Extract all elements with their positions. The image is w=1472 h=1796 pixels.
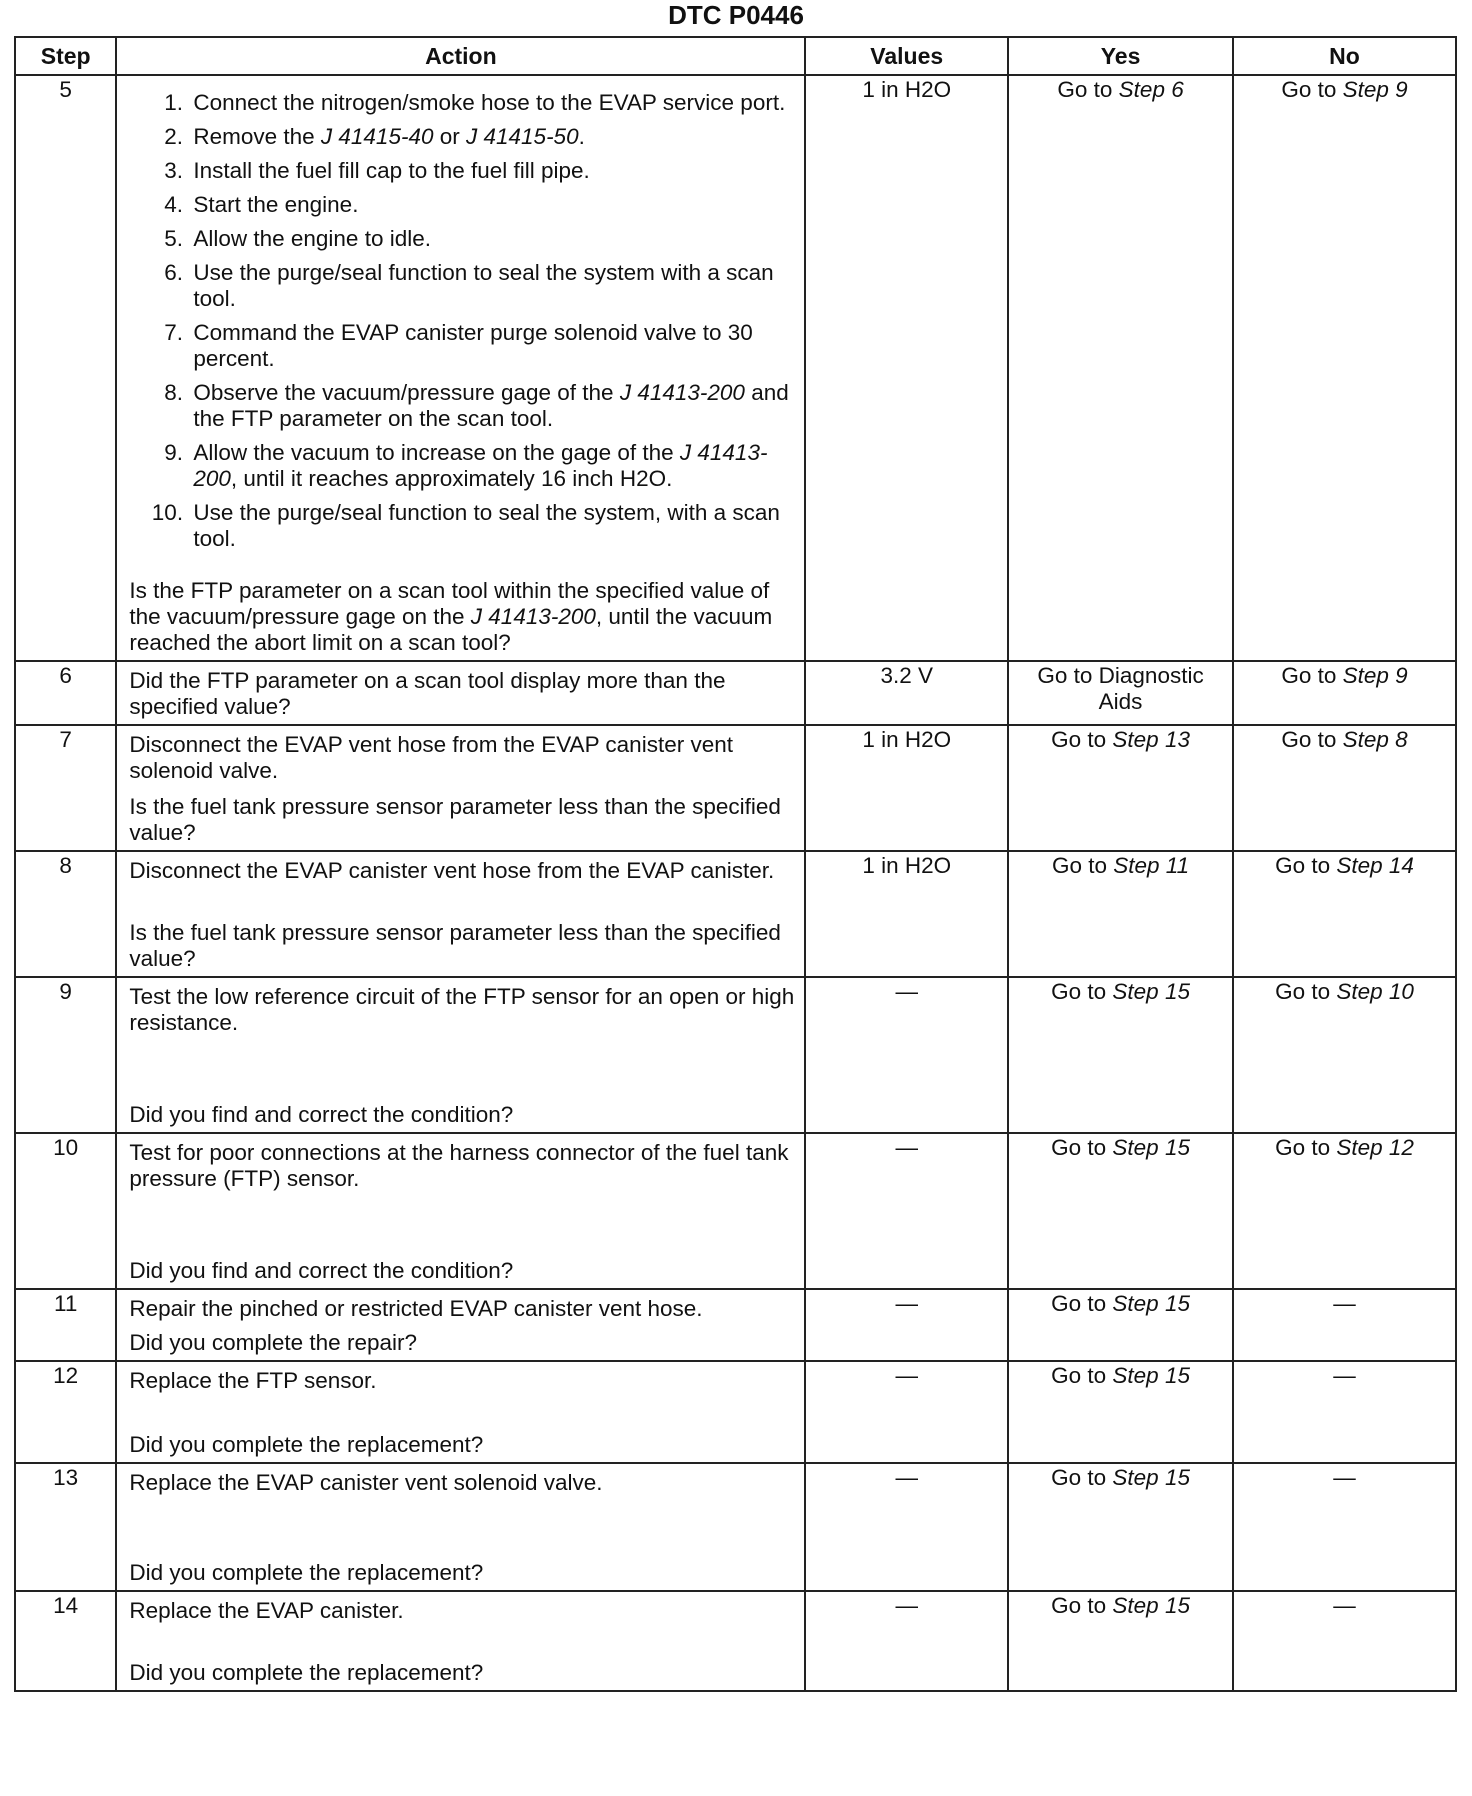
header-yes: Yes [1008,37,1233,75]
no-cell: Go to Step 10 [1233,977,1456,1133]
action-text: Test the low reference circuit of the FTP sensor for an open or high resistance. [129,984,795,1035]
step-number: 5 [15,75,116,661]
action-question: Did you find and correct the condition? [129,1258,514,1283]
no-cell: — [1233,1361,1456,1463]
table-row [15,1591,1456,1691]
action-question: Did you complete the replacement? [129,1432,484,1457]
yes-cell: Go to Step 15 [1008,1289,1233,1361]
procedure-step: 9. Allow the vacuum to increase on the gage of the J 41413-200, until it reaches approximately 16 inch H2O. [189,440,796,492]
action-text: Repair the pinched or restricted EVAP canister vent hose. [129,1296,703,1321]
action-cell [116,1289,805,1361]
header-step: Step [15,37,116,75]
action-cell [116,75,805,661]
value-cell: — [805,1463,1008,1591]
header-values: Values [805,37,1008,75]
procedure-step: 6. Use the purge/seal function to seal the system with a scan tool. [189,260,796,312]
step-number: 9 [15,977,116,1133]
table-header-row [15,37,1456,75]
step-number: 8 [15,851,116,977]
value-cell: 1 in H2O [805,75,1008,661]
action-text: Replace the EVAP canister vent solenoid valve. [129,1470,603,1495]
action-cell [116,851,805,977]
yes-cell: Go to Step 6 [1008,75,1233,661]
table-row [15,1289,1456,1361]
value-cell: — [805,1591,1008,1691]
no-cell: — [1233,1289,1456,1361]
step-number: 10 [15,1133,116,1289]
procedure-step: 2. Remove the J 41415-40 or J 41415-50. [189,124,796,150]
table-row [15,1361,1456,1463]
table-row [15,725,1456,851]
action-question: Did you find and correct the condition? [129,1102,514,1127]
table-row [15,1463,1456,1591]
step-number: 14 [15,1591,116,1691]
action-cell [116,977,805,1133]
procedure-list [129,90,796,560]
page-title: DTC P0446 [668,0,804,30]
value-cell: 1 in H2O [805,851,1008,977]
value-cell: — [805,1289,1008,1361]
step-number: 11 [15,1289,116,1361]
action-text: Replace the FTP sensor. [129,1368,377,1393]
value-cell: — [805,1361,1008,1463]
no-cell: Go to Step 9 [1233,75,1456,661]
yes-cell: Go to Diagnostic Aids [1008,661,1233,725]
no-cell: — [1233,1463,1456,1591]
action-question: Is the fuel tank pressure sensor parameter less than the specified value? [129,794,781,845]
step-number: 7 [15,725,116,851]
action-cell [116,661,805,725]
step-number: 6 [15,661,116,725]
action-question: Is the fuel tank pressure sensor parameter less than the specified value? [129,920,781,971]
no-cell: Go to Step 8 [1233,725,1456,851]
action-text: Did the FTP parameter on a scan tool display more than the specified value? [129,668,726,719]
yes-cell: Go to Step 15 [1008,977,1233,1133]
action-question: Did you complete the replacement? [129,1560,484,1585]
action-cell [116,725,805,851]
table-row [15,977,1456,1133]
table-row [15,1133,1456,1289]
diagnostic-table [14,36,1457,1692]
action-question: Did you complete the replacement? [129,1660,484,1685]
yes-cell: Go to Step 15 [1008,1361,1233,1463]
procedure-step: 4. Start the engine. [189,192,796,218]
procedure-step: 1. Connect the nitrogen/smoke hose to the EVAP service port. [189,90,796,116]
no-cell: Go to Step 12 [1233,1133,1456,1289]
header-no: No [1233,37,1456,75]
header-action: Action [116,37,805,75]
action-cell [116,1133,805,1289]
procedure-step: 3. Install the fuel fill cap to the fuel fill pipe. [189,158,796,184]
yes-cell: Go to Step 15 [1008,1133,1233,1289]
action-text: Disconnect the EVAP canister vent hose from the EVAP canister. [129,858,775,883]
action-cell [116,1361,805,1463]
table-row [15,75,1456,661]
no-cell: Go to Step 9 [1233,661,1456,725]
yes-cell: Go to Step 15 [1008,1463,1233,1591]
action-text: Replace the EVAP canister. [129,1598,404,1623]
action-cell [116,1463,805,1591]
procedure-step: 7. Command the EVAP canister purge solenoid valve to 30 percent. [189,320,796,372]
yes-cell: Go to Step 13 [1008,725,1233,851]
value-cell: — [805,1133,1008,1289]
procedure-step: 8. Observe the vacuum/pressure gage of the J 41413-200 and the FTP parameter on the scan tool. [189,380,796,432]
yes-cell: Go to Step 11 [1008,851,1233,977]
no-cell: Go to Step 14 [1233,851,1456,977]
no-cell: — [1233,1591,1456,1691]
action-text: Test for poor connections at the harness connector of the fuel tank pressure (FTP) sensor. [129,1140,789,1191]
yes-cell: Go to Step 15 [1008,1591,1233,1691]
value-cell: 1 in H2O [805,725,1008,851]
action-cell [116,1591,805,1691]
step-number: 13 [15,1463,116,1591]
value-cell: — [805,977,1008,1133]
table-row [15,661,1456,725]
value-cell: 3.2 V [805,661,1008,725]
action-text: Disconnect the EVAP vent hose from the EVAP canister vent solenoid valve. [129,732,733,783]
table-row [15,851,1456,977]
procedure-step: 5. Allow the engine to idle. [189,226,796,252]
step-number: 12 [15,1361,116,1463]
action-question: Is the FTP parameter on a scan tool within the specified value of the vacuum/pressure gage on the J 41413-200, until the vacuum reached the abort limit on a scan tool? [129,578,773,655]
procedure-step: 10. Use the purge/seal function to seal the system, with a scan tool. [189,500,796,552]
action-question: Did you complete the repair? [129,1330,417,1355]
